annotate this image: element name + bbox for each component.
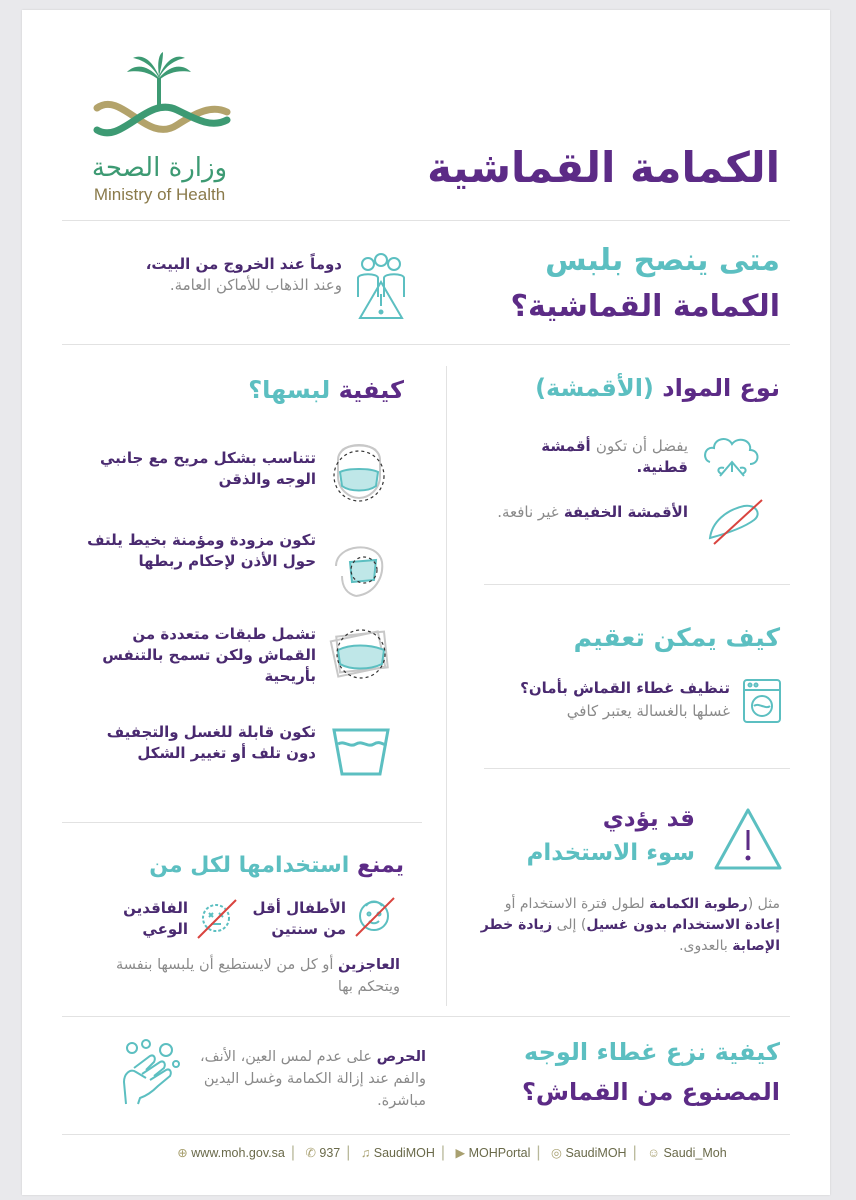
misuse-p-bold1: رطوبة الكمامة [649,896,748,912]
unconscious-crossed-icon [194,896,238,940]
materials-heading-main: نوع المواد [662,374,780,402]
divider [484,768,790,769]
fabric-layers-icon [328,622,394,682]
page-title: الكمامة القماشية [427,143,780,192]
footer-twitter[interactable]: ♫ SaudiMOH [360,1146,435,1160]
misuse-p-normal3: ) إلى [556,917,587,933]
when-text-bold: دوماً عند الخروج من البيت، [145,255,342,273]
crowd-icon [350,252,412,322]
footer-phone[interactable]: ✆ 937 [305,1146,341,1160]
footer-instagram[interactable]: ◎ SaudiMOH [551,1146,627,1160]
prohibited-heading-bold: يمنع [356,853,404,878]
logo-arabic-name: وزارة الصحة [91,153,228,183]
footer: ⊕ www.moh.gov.sa | ✆ 937 | ♫ SaudiMOH | ▶ MOHPortal | ◎ SaudiMOH | ☺ Saudi_Moh [177,1144,727,1161]
instagram-icon: ◎ [551,1146,562,1160]
divider [62,1016,790,1017]
materials-item2 [488,502,688,523]
materials-item2-normal: غير نافعة. [497,503,559,521]
prohibited-child: الأطفال أقل من سنتين [252,899,346,938]
misuse-p-normal2: لطول فترة الاستخدام أو [504,896,645,912]
removal-text-bold: الحرص [376,1049,426,1065]
sterilize-question: تنظيف غطاء القماش بأمان؟ [520,679,730,697]
logo-english-name: Ministry of Health [93,185,226,204]
hand-washing-icon [116,1038,184,1108]
phone-icon: ✆ [305,1146,316,1160]
footer-snapchat[interactable]: ☺ Saudi_Moh [647,1146,727,1160]
misuse-p-bold3: زيادة خطر الإصابة [480,917,780,954]
materials-item1 [488,436,688,478]
misuse-p-bold2: إعادة الاستخدام بدون غسيل [586,917,780,933]
when-heading-line2: الكمامة القماشية؟ [510,289,780,324]
column-divider [446,366,447,1006]
prohibited-heading [74,850,404,882]
prohibited-note-bold: العاجزين [337,957,400,973]
cotton-icon [702,432,762,478]
misuse-heading [435,802,695,870]
divider [62,822,422,823]
how-wear-item-3: تشمل طبقات متعددة من القماش ولكن تسمح بالتنفس بأريحية [102,625,316,685]
how-wear-item-4: تكون قابلة للغسل والتجفيف دون تلف أو تغيير الشكل [106,723,316,762]
how-wear-item-1: تتناسب بشكل مريح مع جانبي الوجه والذقن [99,449,316,488]
light-fabric-crossed-icon [706,498,766,546]
misuse-p-normal1: مثل ( [747,896,780,912]
materials-item1-normal: يفضل أن تكون [595,437,688,455]
washing-machine-icon [742,678,782,724]
poster-page [22,10,830,1195]
misuse-line1: قد يؤدي [602,806,695,832]
footer-website[interactable]: ⊕ www.moh.gov.sa [177,1146,285,1160]
materials-heading [460,370,780,406]
wash-basin-icon [330,722,392,778]
face-mask-icon [328,430,390,502]
materials-heading-paren: (الأقمشة) [535,374,654,402]
divider [62,1134,790,1135]
warning-triangle-icon [712,806,784,872]
prohibited-note-normal: أو كل من لايستطيع أن يلبسها بنفسة ويتحكم بها [116,957,400,995]
sterilize-text [430,678,730,723]
materials-item2-bold: الأقمشة الخفيفة [563,503,688,521]
misuse-line2: سوء الاستخدام [526,840,695,866]
misuse-p-normal4: بالعدوى. [679,938,728,954]
baby-crossed-icon [352,894,396,938]
prohibited-note [90,954,400,998]
removal-heading [420,1032,780,1112]
youtube-icon: ▶ [455,1146,466,1160]
twitter-icon: ♫ [360,1146,371,1160]
when-text [122,254,342,296]
how-wear-item-2: تكون مزودة ومؤمنة بخيط يلتف حول الأذن لإحكام ربطها [87,531,316,570]
footer-youtube[interactable]: ▶ MOHPortal [455,1146,531,1160]
globe-icon: ⊕ [177,1146,188,1160]
removal-heading-line2: المصنوع من القماش؟ [521,1078,780,1106]
removal-text-normal: على عدم لمس العين، الأنف، والفم عند إزالة الكمامة وغسل اليدين مباشرة. [199,1049,426,1109]
moh-logo [77,50,242,210]
prohibited-heading-normal: استخدامها لكل من [149,853,350,878]
when-heading [430,238,780,330]
divider [484,584,790,585]
ear-loop-icon [328,532,390,602]
snapchat-icon: ☺ [647,1146,660,1160]
when-heading-line1: متى ينصح بلبس [545,243,780,278]
when-text-normal: وعند الذهاب للأماكن العامة. [169,276,342,294]
prohibited-unconscious: الفاقدين الوعي [123,899,188,938]
divider [62,344,790,345]
how-wear-heading-a: كيفية [338,376,404,404]
sterilize-heading: كيف يمكن تعقيم [573,623,780,652]
misuse-paragraph [480,894,780,957]
palm-swords-emblem-icon [77,50,242,150]
removal-heading-line1: كيفية نزع غطاء الوجه [524,1038,780,1066]
how-wear-heading [104,372,404,408]
materials-item1-bold: أقمشة قطنية. [541,437,688,476]
sterilize-answer: غسلها بالغسالة يعتبر كافي [566,702,730,720]
divider [62,220,790,221]
removal-text [186,1046,426,1112]
how-wear-heading-b: لبسها؟ [248,376,331,404]
